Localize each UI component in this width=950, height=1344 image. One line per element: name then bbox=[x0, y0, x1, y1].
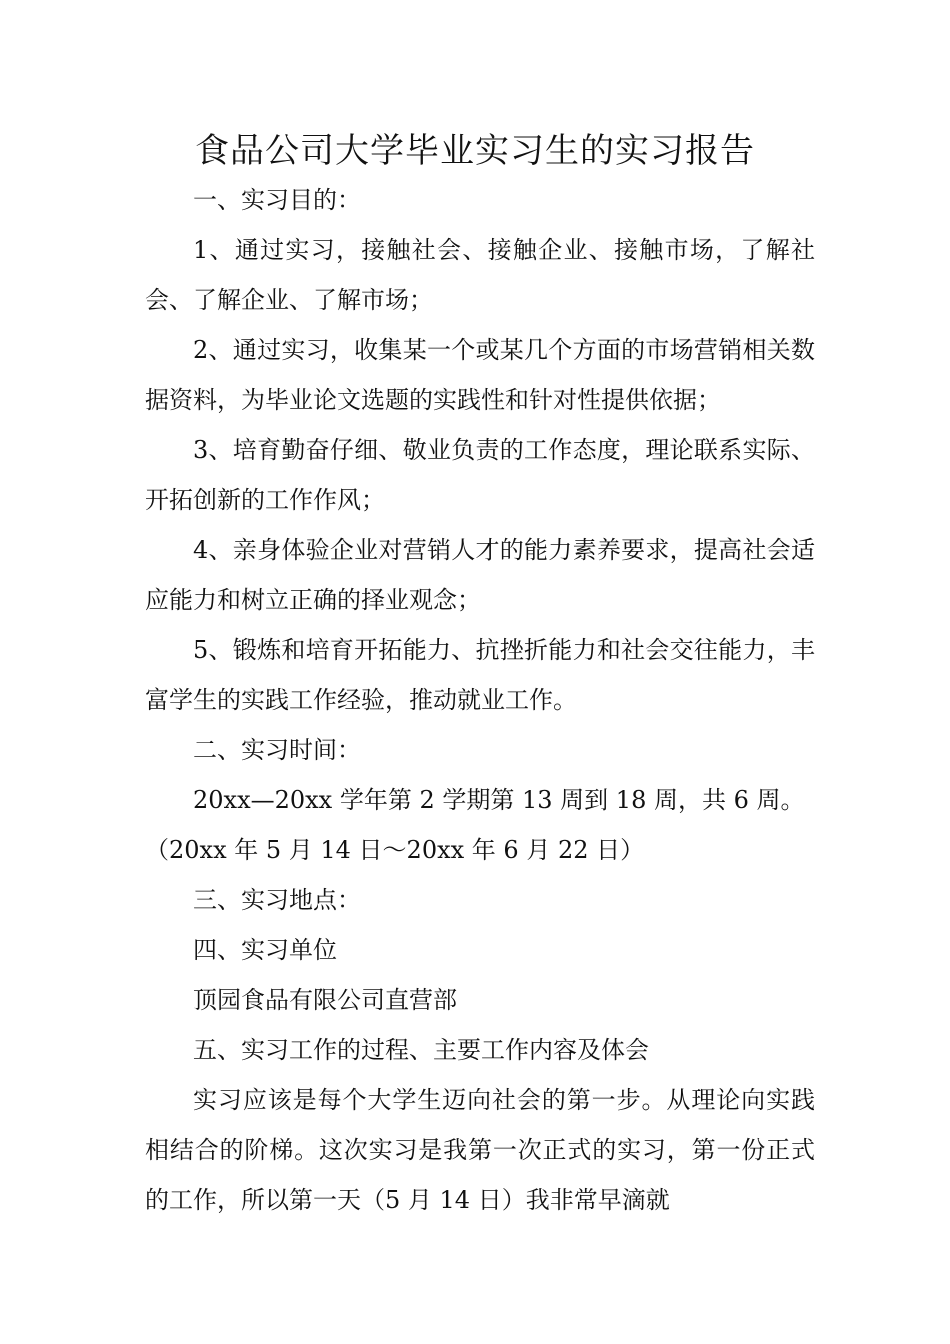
document-title: 食品公司大学毕业实习生的实习报告 bbox=[195, 131, 755, 171]
purpose-item-4: 4、亲身体验企业对营销人才的能力素养要求，提高社会适应能力和树立正确的择业观念； bbox=[145, 536, 815, 614]
document-body bbox=[145, 175, 815, 1225]
section-heading-time: 二、实习时间： bbox=[193, 736, 361, 764]
internship-period: 20xx—20xx 学年第 2 学期第 13 周到 18 周，共 6 周。 bbox=[193, 786, 805, 814]
section-heading-location: 三、实习地点： bbox=[193, 886, 361, 914]
purpose-item-5: 5、锻炼和培育开拓能力、抗挫折能力和社会交往能力，丰富学生的实践工作经验，推动就业工作。 bbox=[145, 636, 815, 714]
internship-date-range: （20xx 年 5 月 14 日～20xx 年 6 月 22 日） bbox=[145, 836, 645, 864]
purpose-item-1: 1、通过实习，接触社会、接触企业、接触市场，了解社会、了解企业、了解市场； bbox=[145, 236, 815, 314]
internship-unit-name: 顶园食品有限公司直营部 bbox=[193, 986, 457, 1014]
purpose-item-2: 2、通过实习，收集某一个或某几个方面的市场营销相关数据资料，为毕业论文选题的实践性和针对性提供依据； bbox=[145, 336, 815, 414]
purpose-item-3: 3、培育勤奋仔细、敬业负责的工作态度，理论联系实际、开拓创新的工作作风； bbox=[145, 436, 815, 514]
section-heading-purpose: 一、实习目的： bbox=[193, 186, 361, 214]
section-heading-process: 五、实习工作的过程、主要工作内容及体会 bbox=[193, 1036, 649, 1064]
process-paragraph: 实习应该是每个大学生迈向社会的第一步。从理论向实践相结合的阶梯。这次实习是我第一次正式的实习，第一份正式的工作，所以第一天（5 月 14 日）我非常早滴就 bbox=[145, 1086, 815, 1214]
section-heading-unit: 四、实习单位 bbox=[193, 936, 337, 964]
